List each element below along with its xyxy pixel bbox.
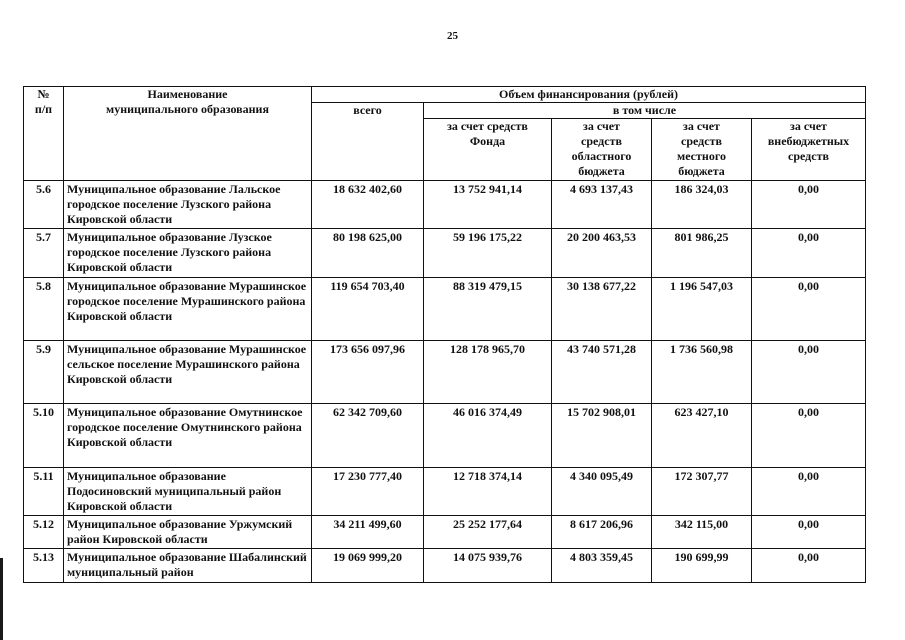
row-local: 342 115,00: [652, 516, 752, 549]
row-regional: 15 702 908,01: [552, 404, 652, 468]
row-number: 5.6: [24, 181, 64, 229]
row-number: 5.13: [24, 549, 64, 583]
row-fund: 14 075 939,76: [424, 549, 552, 583]
header-including: в том числе: [424, 103, 866, 119]
header-fund: за счет средств Фонда: [424, 119, 552, 181]
header-regional: за счет средств областного бюджета: [552, 119, 652, 181]
row-total: 119 654 703,40: [312, 278, 424, 341]
table-body: [24, 181, 866, 583]
header-local: за счет средств местного бюджета: [652, 119, 752, 181]
row-regional: 4 340 095,49: [552, 468, 652, 516]
table-row: [24, 278, 866, 341]
row-name: Муниципальное образование Подосиновский муниципальный район Кировской области: [64, 468, 312, 516]
row-name: Муниципальное образование Лузское городское поселение Лузского района Кировской области: [64, 229, 312, 278]
row-fund: 25 252 177,64: [424, 516, 552, 549]
row-total: 173 656 097,96: [312, 341, 424, 404]
row-regional: 4 693 137,43: [552, 181, 652, 229]
row-regional: 4 803 359,45: [552, 549, 652, 583]
page-number: 25: [447, 30, 458, 42]
scan-edge-mark: [0, 558, 3, 640]
row-local: 186 324,03: [652, 181, 752, 229]
row-number: 5.12: [24, 516, 64, 549]
row-regional: 8 617 206,96: [552, 516, 652, 549]
table-row: [24, 229, 866, 278]
row-extra: 0,00: [752, 229, 866, 278]
table-row: [24, 549, 866, 583]
table-row: [24, 181, 866, 229]
row-regional: 20 200 463,53: [552, 229, 652, 278]
row-regional: 43 740 571,28: [552, 341, 652, 404]
row-number: 5.8: [24, 278, 64, 341]
row-fund: 88 319 479,15: [424, 278, 552, 341]
row-name: Муниципальное образование Шабалинский муниципальный район: [64, 549, 312, 583]
row-name: Муниципальное образование Мурашинское городское поселение Мурашинского района Кировской области: [64, 278, 312, 341]
row-extra: 0,00: [752, 468, 866, 516]
row-extra: 0,00: [752, 516, 866, 549]
row-total: 17 230 777,40: [312, 468, 424, 516]
row-extra: 0,00: [752, 549, 866, 583]
row-local: 190 699,99: [652, 549, 752, 583]
row-name: Муниципальное образование Мурашинское сельское поселение Мурашинского района Кировской области: [64, 341, 312, 404]
header-total: всего: [312, 103, 424, 181]
header-number: № п/п: [24, 87, 64, 181]
row-name: Муниципальное образование Лальское городское поселение Лузского района Кировской области: [64, 181, 312, 229]
row-extra: 0,00: [752, 181, 866, 229]
row-fund: 13 752 941,14: [424, 181, 552, 229]
row-number: 5.7: [24, 229, 64, 278]
row-number: 5.9: [24, 341, 64, 404]
row-total: 19 069 999,20: [312, 549, 424, 583]
row-fund: 12 718 374,14: [424, 468, 552, 516]
row-extra: 0,00: [752, 278, 866, 341]
row-local: 1 196 547,03: [652, 278, 752, 341]
row-extra: 0,00: [752, 404, 866, 468]
table-header: [24, 87, 866, 181]
row-local: 801 986,25: [652, 229, 752, 278]
row-local: 1 736 560,98: [652, 341, 752, 404]
row-regional: 30 138 677,22: [552, 278, 652, 341]
row-total: 34 211 499,60: [312, 516, 424, 549]
table-row: [24, 404, 866, 468]
table-row: [24, 468, 866, 516]
row-fund: 128 178 965,70: [424, 341, 552, 404]
funding-table: [23, 86, 866, 583]
table-row: [24, 341, 866, 404]
row-extra: 0,00: [752, 341, 866, 404]
header-name: Наименование муниципального образования: [64, 87, 312, 181]
row-number: 5.11: [24, 468, 64, 516]
header-funding: Объем финансирования (рублей): [312, 87, 866, 103]
row-fund: 59 196 175,22: [424, 229, 552, 278]
row-name: Муниципальное образование Омутнинское городское поселение Омутнинского района Кировской области: [64, 404, 312, 468]
row-local: 623 427,10: [652, 404, 752, 468]
row-fund: 46 016 374,49: [424, 404, 552, 468]
row-total: 62 342 709,60: [312, 404, 424, 468]
row-local: 172 307,77: [652, 468, 752, 516]
row-number: 5.10: [24, 404, 64, 468]
row-total: 18 632 402,60: [312, 181, 424, 229]
header-extra: за счет внебюджетных средств: [752, 119, 866, 181]
table-row: [24, 516, 866, 549]
row-total: 80 198 625,00: [312, 229, 424, 278]
row-name: Муниципальное образование Уржумский район Кировской области: [64, 516, 312, 549]
